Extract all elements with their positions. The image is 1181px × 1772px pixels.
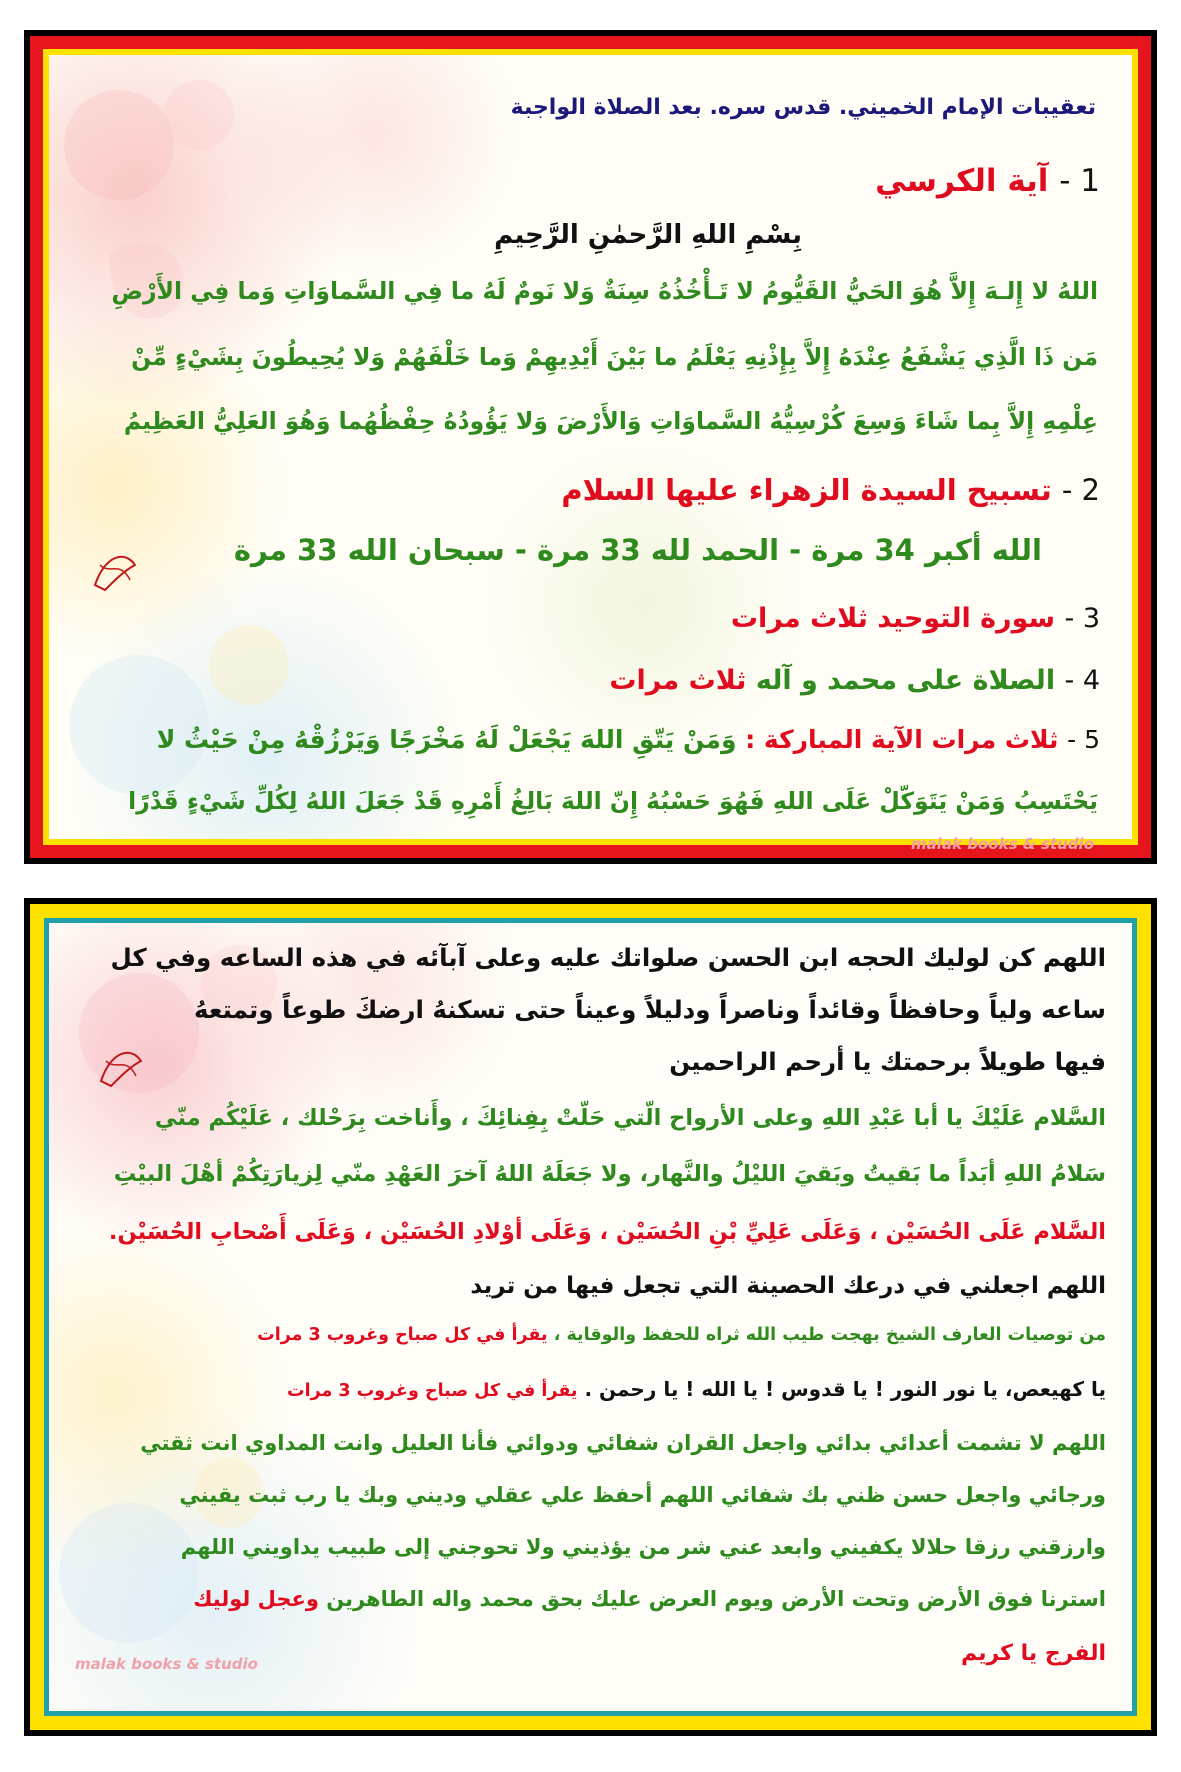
item-title: آية الكرسي	[875, 163, 1049, 199]
final-red: وعجل لوليك	[193, 1587, 319, 1611]
final-line-5: الفرج يا كريم	[960, 1641, 1106, 1666]
final-line-1: اللهم لا تشمت أعدائي بدائي واجعل القران شفائي ودوائي فأنا العليل وانت المداوي انت ثقتي	[140, 1431, 1106, 1455]
tawsiya-line	[257, 1325, 1106, 1345]
item-4	[609, 665, 1100, 696]
dua-line-2: ساعه ولياً وحافظاً وقائداً وناصراً ودليلاً وعيناً حتى تسكنهُ ارضكَ طوعاً وتمتعهُ	[193, 995, 1106, 1024]
item-count: ثلاث مرات	[730, 603, 868, 634]
basmala: بِسْمِ اللهِ الرَّحمٰنِ الرَّحِيمِ	[494, 220, 802, 250]
tasbih-line: الله أكبر 34 مرة - الحمد لله 33 مرة - سبحان الله 33 مرة	[233, 533, 1042, 567]
item-number: 3 -	[1064, 603, 1100, 634]
card-body	[49, 55, 1132, 853]
item-number: 1 -	[1059, 163, 1100, 199]
item-text: الصلاة على محمد و آله	[755, 665, 1056, 696]
page-title: تعقيبات الإمام الخميني. قدس سره. بعد الصلاة الواجبة	[510, 95, 1096, 120]
item-title: ثلاث مرات الآية المباركة :	[745, 725, 1059, 754]
card-duas	[24, 898, 1157, 1736]
salam-line-1: السَّلام عَلَيْكَ يا أبا عَبْدِ اللهِ وعلى الأرواح الّتي حَلّتْ بِفِنائِكَ ، وأَناخت بِرَحْلك ، عَلَيْكُم منّي	[154, 1105, 1106, 1131]
final-text: استرنا فوق الأرض وتحت الأرض ويوم العرض عليك بحق محمد واله الطاهرين	[326, 1587, 1106, 1611]
item-1	[875, 163, 1100, 199]
item-2	[561, 473, 1100, 507]
kaf-note: يقرأ في كل صباح وغروب 3 مرات	[287, 1381, 578, 1401]
item-count: ثلاث مرات	[609, 665, 747, 696]
item-title: تسبيح السيدة الزهراء عليها السلام	[561, 473, 1052, 507]
card-body	[49, 923, 1132, 1711]
yellow-border	[30, 904, 1151, 1730]
yellow-border	[43, 49, 1138, 853]
red-border	[30, 36, 1151, 858]
card-ta3qibat	[24, 30, 1157, 864]
item-5	[157, 725, 1100, 754]
ayah-line-1: وَمَنْ يَتّقِ اللهَ يَجْعَلْ لَهُ مَخْرَجًا وَيَرْزُقْهُ مِنْ حَيْثُ لا	[156, 725, 737, 754]
final-line-4	[193, 1587, 1106, 1611]
watermark: malak books & studio	[911, 835, 1094, 853]
kaf-line	[287, 1377, 1106, 1401]
dua-dir3: اللهم اجعلني في درعك الحصينة التي تجعل فيها من تريد	[470, 1273, 1106, 1299]
kaf-text: يا كهيعص، يا نور النور ! يا قدوس ! يا الله ! يا رحمن .	[584, 1377, 1106, 1401]
teal-border	[44, 918, 1137, 1716]
item-number: 5 -	[1067, 725, 1100, 754]
tawsiya-text: من توصيات العارف الشيخ بهجت طيب الله ثراه للحفظ والوقاية ،	[553, 1325, 1106, 1345]
final-line-2: ورجائي واجعل حسن ظني بك شفائي اللهم أحفظ علي عقلي وديني وبك يا رب ثبت يقيني	[179, 1483, 1106, 1507]
tawsiya-note: يقرأ في كل صباح وغروب 3 مرات	[257, 1325, 548, 1345]
item-3	[731, 603, 1100, 634]
item-number: 2 -	[1061, 473, 1100, 507]
item-number: 4 -	[1064, 665, 1100, 696]
dua-line-1: اللهم كن لوليك الحجه ابن الحسن صلواتك عليه وعلى آبآئه في هذه الساعه وفي كل	[110, 943, 1106, 972]
ayat-line-1: اللهُ لا إِلـهَ إِلاَّ هُوَ الحَيُّ القَيُّومُ لا تَـأْخُذُهُ سِنَةٌ وَلا نَومٌ لَهُ ما فِي السَّماوَاتِ وَما فِي الأَرْضِ	[111, 277, 1098, 305]
calligraphy-seal-icon	[85, 535, 145, 605]
calligraphy-seal-icon	[91, 1031, 151, 1101]
watermark: malak books & studio	[75, 1655, 258, 1673]
salam-line-2: سَلامُ اللهِ أبَداً ما بَقيتُ وبَقيَ الليْلُ والنَّهار، ولا جَعَلَهُ اللهُ آخرَ العَهْدِ منّي لِزيارَتِكُمْ أهْلَ البيْتِ	[113, 1161, 1106, 1187]
ayat-line-3: عِلْمِهِ إِلاَّ بِما شَاءَ وَسِعَ كُرْسِيُّهُ السَّماوَاتِ وَالأَرْضَ وَلا يَؤُودُهُ حِفْظُهُما وَهُوَ العَلِيُّ العَظِيمُ	[123, 407, 1098, 435]
salam-husayn: السَّلام عَلَى الحُسَيْن ، وَعَلَى عَلِيِّ بْنِ الحُسَيْن ، وَعَلَى أوْلادِ الحُسَيْن ، وَعَلَى أَصْحابِ الحُسَيْن.	[108, 1219, 1106, 1245]
ayat-line-2: مَن ذَا الَّذِي يَشْفَعُ عِنْدَهُ إِلاَّ بِإِذْنِهِ يَعْلَمُ ما بَيْنَ أَيْدِيهِمْ وَما خَلْفَهُمْ وَلا يُحِيطُونَ بِشَيْءٍ مِّنْ	[131, 343, 1098, 371]
final-line-3: وارزقني رزقا حلالا يكفيني وابعد عني شر من يؤذيني ولا تحوجني إلى طبيب يداويني اللهم	[180, 1535, 1106, 1559]
flower-decoration	[49, 55, 309, 355]
dua-line-3: فيها طويلاً برحمتك يا أرحم الراحمين	[669, 1047, 1106, 1076]
item-text: سورة التوحيد	[877, 603, 1056, 634]
ayah-line-2: يَحْتَسِبُ وَمَنْ يَتَوَكّلْ عَلَى اللهِ فَهُوَ حَسْبُهُ إِنّ اللهَ بَالِغُ أَمْرِهِ قَدْ جَعَلَ اللهُ لِكُلِّ شَيْءٍ قَدْرًا	[128, 787, 1098, 815]
